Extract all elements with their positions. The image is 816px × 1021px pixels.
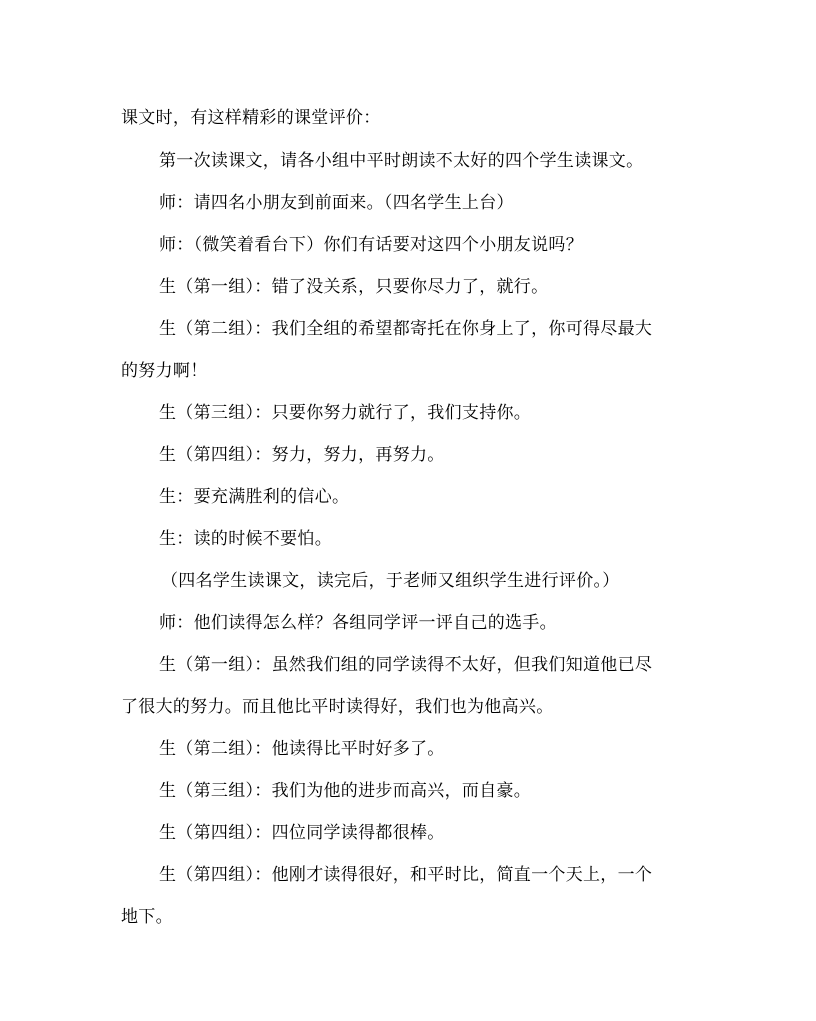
paragraph-line: （四名学生读课文，读完后，于老师又组织学生进行评价。） xyxy=(161,571,620,591)
paragraph-line: 生（第一组）：错了没关系，只要你尽力了，就行。 xyxy=(159,277,549,297)
paragraph-line: 师：（微笑着看台下）你们有话要对这四个小朋友说吗？ xyxy=(159,235,583,255)
paragraph-line: 课文时，有这样精彩的课堂评价： xyxy=(121,108,381,128)
paragraph-line: 生：要充满胜利的信心。 xyxy=(159,487,350,507)
paragraph-line: 师：他们读得怎么样？各组同学评一评自己的选手。 xyxy=(159,613,557,633)
paragraph-line: 生（第一组）：虽然我们组的同学读得不太好，但我们知道他已尽 xyxy=(159,655,653,675)
paragraph-line: 了很大的努力。而且他比平时读得好，我们也为他高兴。 xyxy=(121,697,554,717)
paragraph-line: 生：读的时候不要怕。 xyxy=(159,529,332,549)
paragraph-line: 的努力啊！ xyxy=(121,361,208,381)
paragraph-line: 生（第四组）：他刚才读得很好，和平时比，简直一个天上，一个 xyxy=(159,865,653,885)
paragraph-line: 生（第四组）：努力，努力，再努力。 xyxy=(159,445,445,465)
paragraph-line: 生（第二组）：他读得比平时好多了。 xyxy=(159,739,445,759)
paragraph-line: 生（第四组）：四位同学读得都很棒。 xyxy=(159,823,445,843)
paragraph-line: 地下。 xyxy=(121,907,173,927)
paragraph-line: 师：请四名小朋友到前面来。（四名学生上台） xyxy=(159,193,514,213)
paragraph-line: 生（第三组）：我们为他的进步而高兴，而自豪。 xyxy=(159,781,532,801)
paragraph-line: 生（第二组）：我们全组的希望都寄托在你身上了，你可得尽最大 xyxy=(159,319,653,339)
paragraph-line: 第一次读课文，请各小组中平时朗读不太好的四个学生读课文。 xyxy=(159,151,644,171)
paragraph-line: 生（第三组）：只要你努力就行了，我们支持你。 xyxy=(159,403,532,423)
